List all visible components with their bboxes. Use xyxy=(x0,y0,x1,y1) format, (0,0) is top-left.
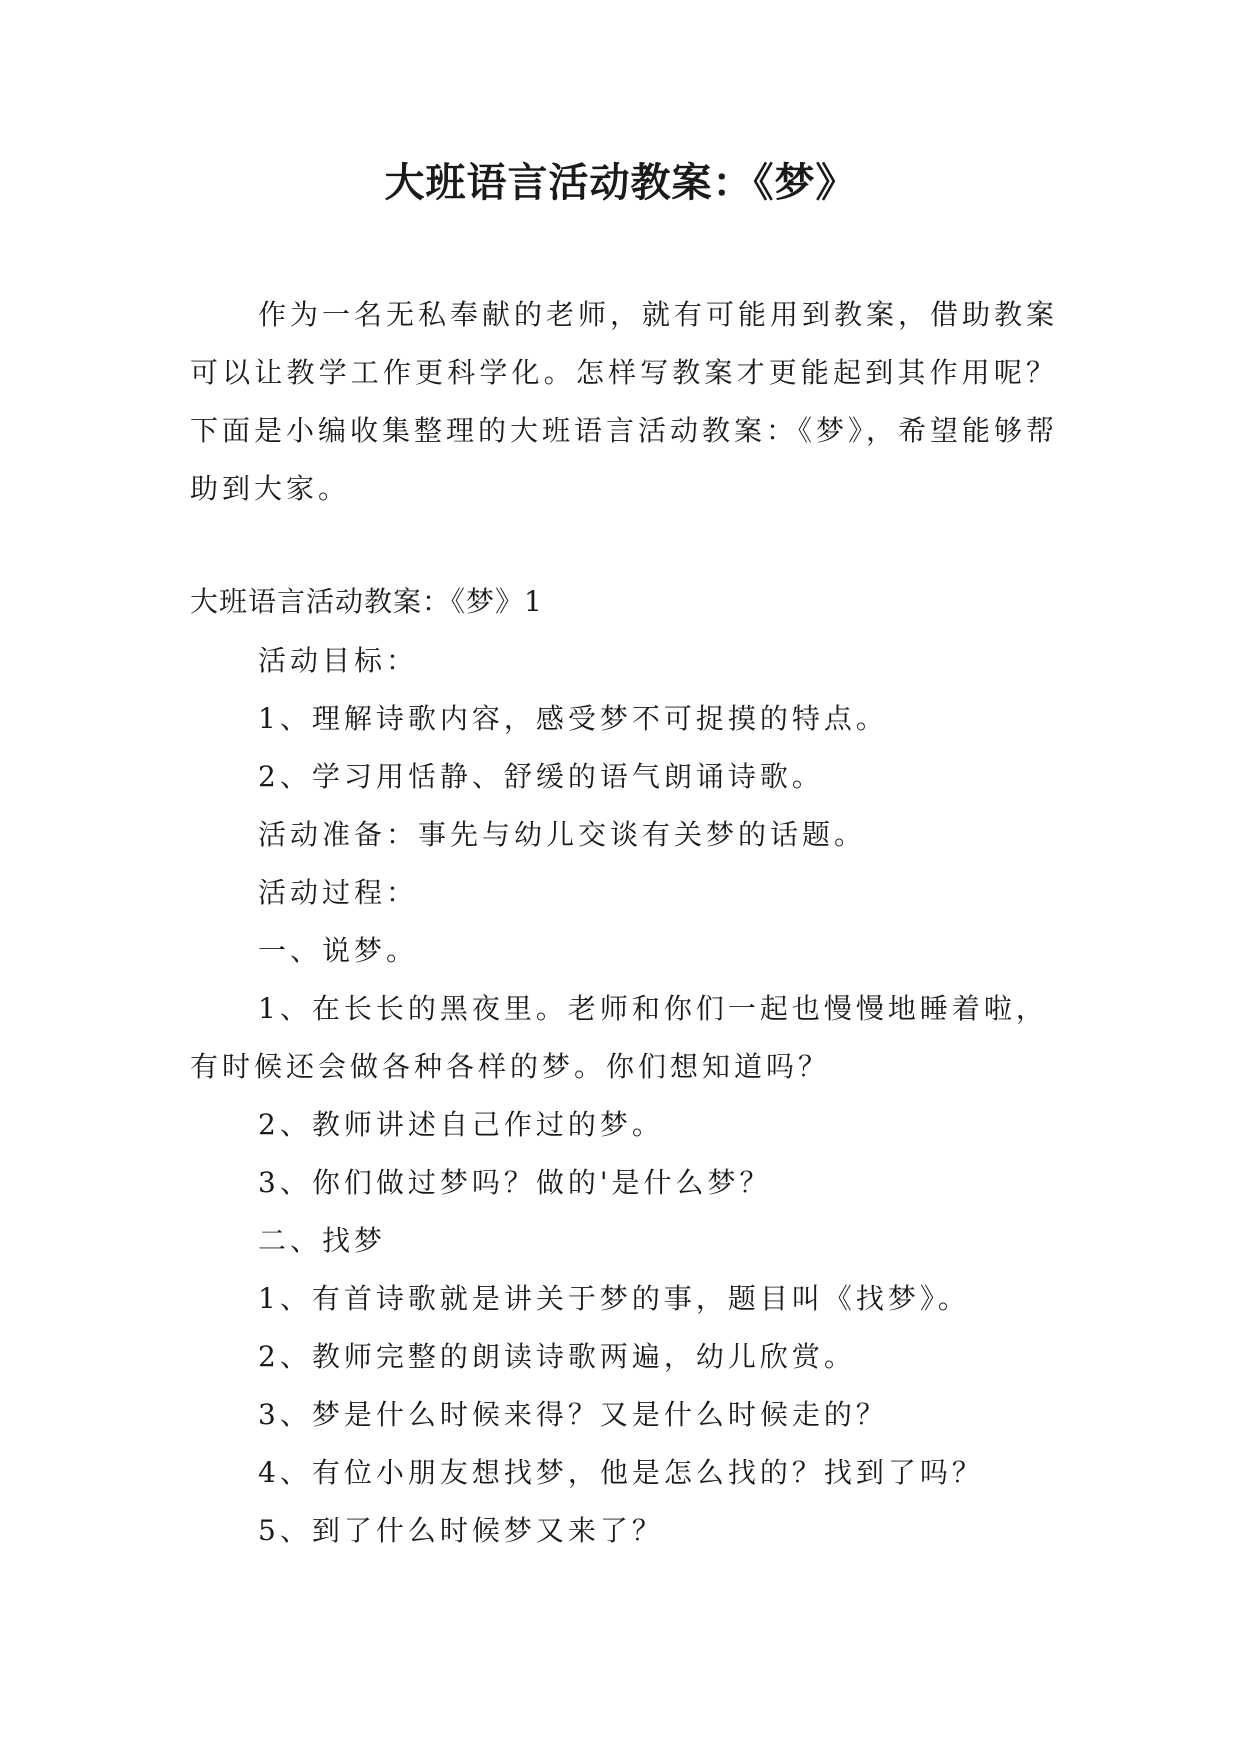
paragraph-line: 3、梦是什么时候来得？又是什么时候走的？ xyxy=(258,1398,888,1431)
paragraph-line: 2、教师讲述自己作过的梦。 xyxy=(258,1108,664,1141)
paragraph-line: 活动准备：事先与幼儿交谈有关梦的话题。 xyxy=(258,818,867,851)
paragraph-line: 4、有位小朋友想找梦，他是怎么找的？找到了吗？ xyxy=(258,1456,984,1489)
section-heading: 大班语言活动教案：《梦》1 xyxy=(190,585,543,618)
document-title: 大班语言活动教案：《梦》 xyxy=(384,160,857,206)
lesson-plan-body xyxy=(190,632,1070,1560)
intro-paragraph: 作为一名无私奉献的老师，就有可能用到教案，借助教案可以让教学工作更科学化。怎样写教案才更能起到其作用呢？下面是小编收集整理的大班语言活动教案：《梦》，希望能够帮助到大家。 xyxy=(190,298,1059,505)
paragraph-line: 活动过程： xyxy=(258,876,419,909)
paragraph-line: 5、到了什么时候梦又来了？ xyxy=(258,1514,664,1547)
paragraph-line: 活动目标： xyxy=(258,644,419,677)
paragraph-line: 一、说梦。 xyxy=(258,934,419,967)
paragraph-line: 2、学习用恬静、舒缓的语气朗诵诗歌。 xyxy=(258,760,824,793)
paragraph-line: 2、教师完整的朗读诗歌两遍，幼儿欣赏。 xyxy=(258,1340,856,1373)
paragraph-line: 1、理解诗歌内容，感受梦不可捉摸的特点。 xyxy=(258,702,888,735)
paragraph-line: 3、你们做过梦吗？做的'是什么梦？ xyxy=(258,1166,772,1199)
paragraph-line: 1、有首诗歌就是讲关于梦的事，题目叫《找梦》。 xyxy=(258,1282,970,1315)
paragraph-line: 二、找梦 xyxy=(258,1224,387,1257)
paragraph-line: 1、在长长的黑夜里。老师和你们一起也慢慢地睡着啦，有时候还会做各种各样的梦。你们想知道吗？ xyxy=(190,992,1048,1083)
